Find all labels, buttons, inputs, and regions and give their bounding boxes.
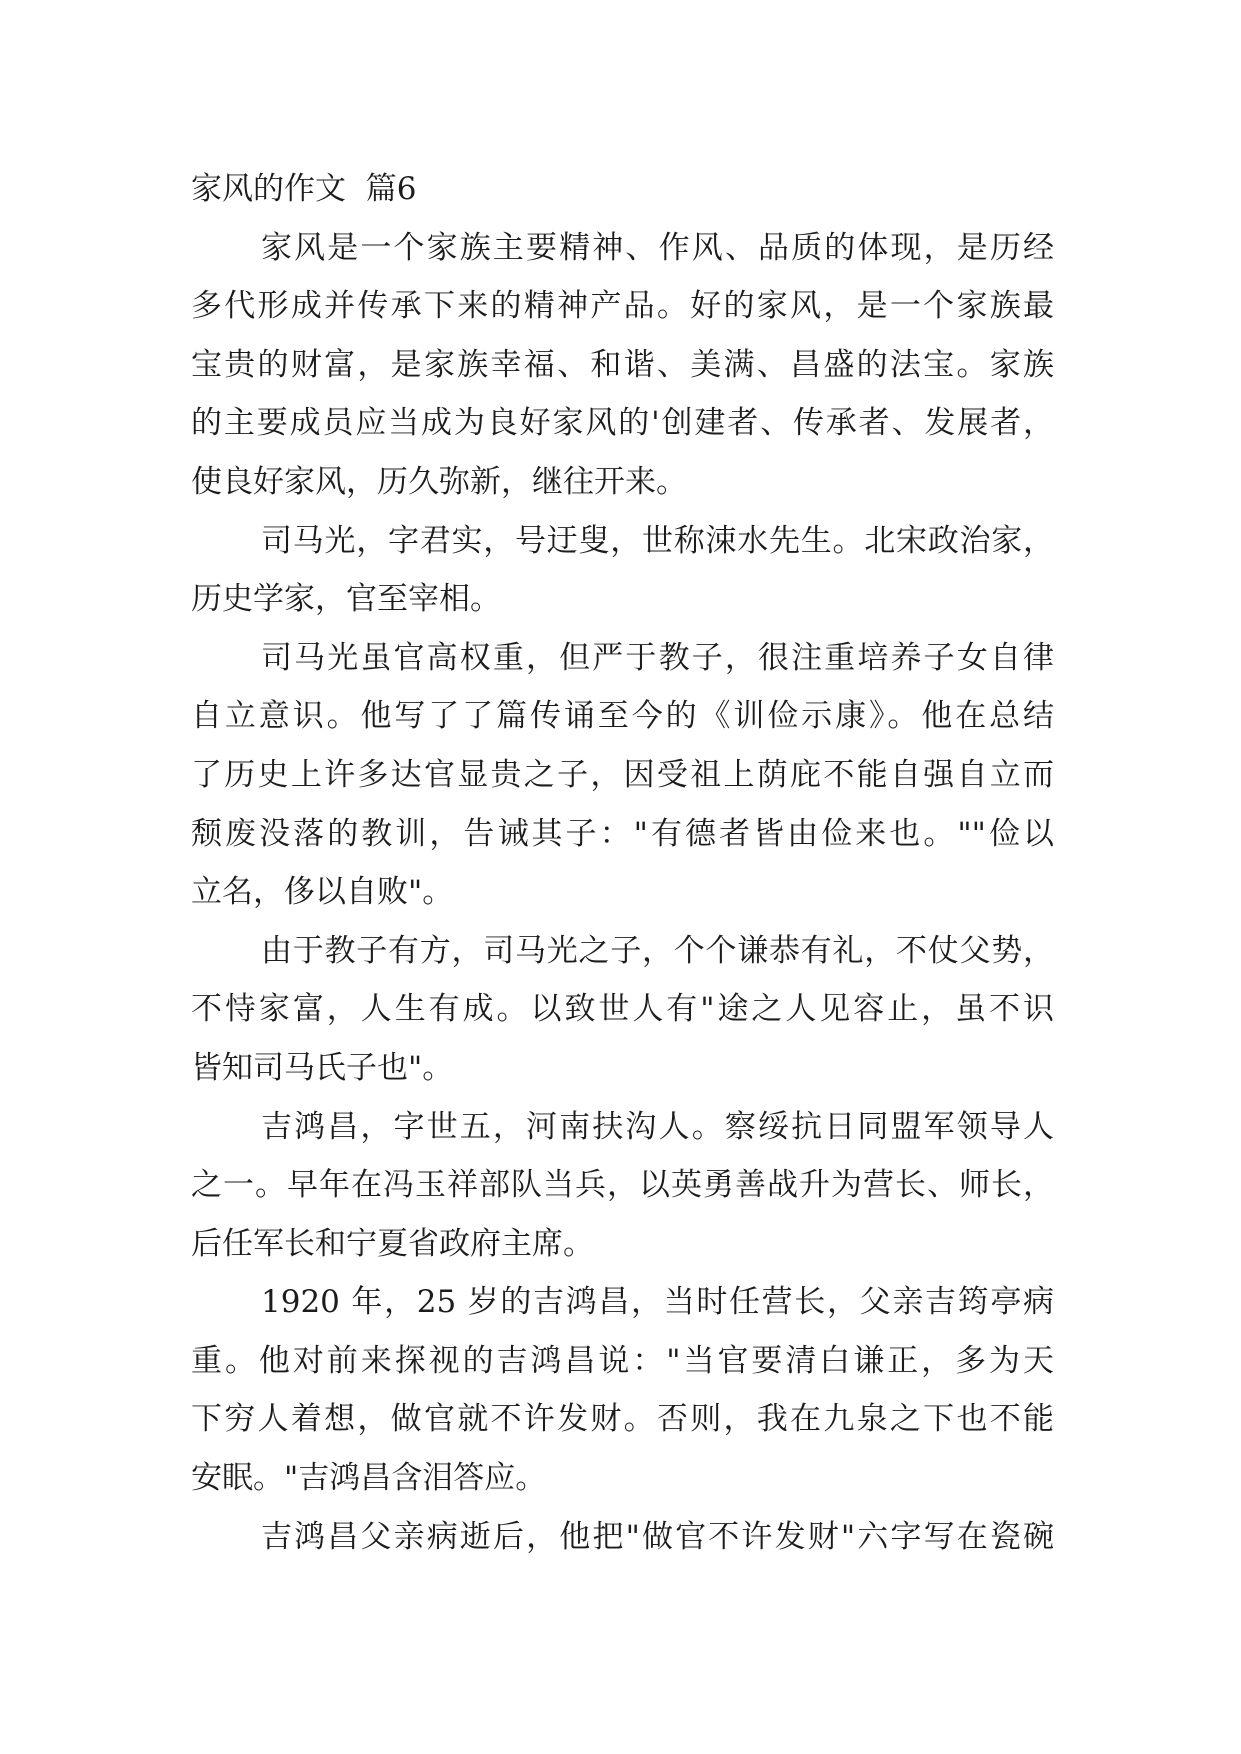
paragraph-line: 不恃家富，人生有成。以致世人有"途之人见容止，虽不识 (191, 991, 1054, 1028)
paragraph-line: 后任军长和宁夏省政府主席。 (191, 1225, 594, 1262)
paragraph-line: 自立意识。他写了了篇传诵至今的《训俭示康》。他在总结 (191, 698, 1054, 735)
paragraph-line: 司马光，字君实，号迂叟，世称涑水先生。北宋政治家， (261, 522, 1054, 559)
paragraph (191, 1098, 1054, 1274)
paragraph-line: 司马光虽官高权重，但严于教子，很注重培养子女自律 (261, 639, 1054, 676)
paragraph-line: 由于教子有方，司马光之子，个个谦恭有礼，不仗父势， (261, 932, 1054, 969)
paragraph-line: 使良好家风，历久弥新，继往开来。 (191, 463, 687, 500)
paragraph-line: 下穷人着想，做官就不许发财。否则，我在九泉之下也不能 (191, 1401, 1054, 1438)
paragraph (191, 922, 1054, 1098)
paragraph-line: 了历史上许多达官显贵之子，因受祖上荫庇不能自强自立而 (191, 756, 1054, 793)
document-page (191, 160, 1054, 1566)
paragraph-line: 宝贵的财富，是家族幸福、和谐、美满、昌盛的法宝。家族 (191, 346, 1054, 383)
paragraph-line: 吉鸿昌父亲病逝后，他把"做官不许发财"六字写在瓷碗 (261, 1518, 1054, 1555)
paragraph (191, 512, 1054, 629)
paragraph-line: 颓废没落的教训，告诫其子："有德者皆由俭来也。""俭以 (191, 815, 1054, 852)
paragraph (191, 1508, 1054, 1567)
paragraph-line: 皆知司马氏子也"。 (191, 1049, 454, 1086)
paragraph-line: 之一。早年在冯玉祥部队当兵，以英勇善战升为营长、师长， (191, 1167, 1054, 1204)
paragraph-line: 立名，侈以自败"。 (191, 874, 454, 911)
paragraph-line: 吉鸿昌，字世五，河南扶沟人。察绥抗日同盟军领导人 (261, 1108, 1054, 1145)
paragraph (191, 629, 1054, 922)
document-title: 家风的作文 篇6 (191, 171, 417, 207)
paragraph-line: 重。他对前来探视的吉鸿昌说："当官要清白谦正，多为天 (191, 1342, 1054, 1379)
paragraph (191, 219, 1054, 512)
paragraph-line: 历史学家，官至宰相。 (191, 581, 501, 618)
paragraph-line: 安眠。"吉鸿昌含泪答应。 (191, 1460, 547, 1497)
paragraph-line: 1920 年，25 岁的吉鸿昌，当时任营长，父亲吉筠亭病 (261, 1284, 1054, 1321)
paragraph-line: 家风是一个家族主要精神、作风、品质的体现，是历经 (261, 229, 1054, 266)
paragraph (191, 1273, 1054, 1507)
paragraph-line: 多代形成并传承下来的精神产品。好的家风，是一个家族最 (191, 288, 1054, 325)
paragraph-line: 的主要成员应当成为良好家风的'创建者、传承者、发展者， (191, 405, 1054, 442)
